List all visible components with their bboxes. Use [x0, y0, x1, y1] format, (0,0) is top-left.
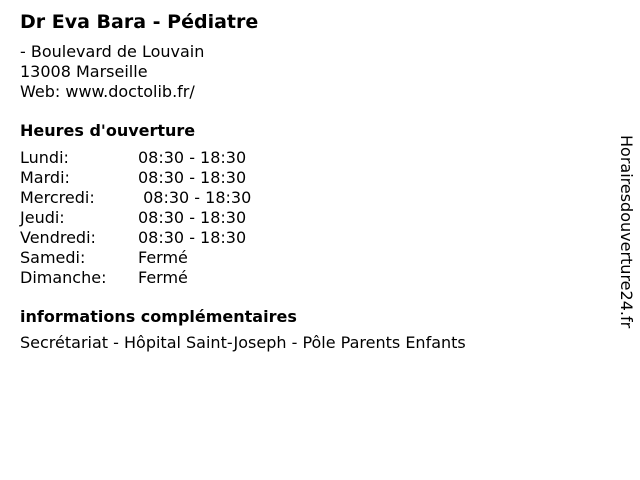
- page-title: Dr Eva Bara - Pédiatre: [20, 11, 259, 33]
- address-street: - Boulevard de Louvain: [20, 42, 205, 61]
- hours-time: Fermé: [138, 248, 188, 267]
- hours-row-mercredi: [20, 188, 590, 208]
- address-block: [20, 42, 590, 102]
- hours-day: Jeudi:: [20, 208, 65, 227]
- hours-day: Vendredi:: [20, 228, 96, 247]
- hours-time: Fermé: [138, 268, 188, 287]
- hours-row-dimanche: [20, 268, 590, 288]
- listing-content: [20, 8, 590, 353]
- hours-row-samedi: [20, 248, 590, 268]
- hours-time: 08:30 - 18:30: [138, 208, 247, 227]
- hours-time: 08:30 - 18:30: [138, 168, 247, 187]
- hours-row-vendredi: [20, 228, 590, 248]
- hours-time: 08:30 - 18:30: [138, 228, 247, 247]
- hours-row-jeudi: [20, 208, 590, 228]
- address-city: 13008 Marseille: [20, 62, 148, 81]
- hours-time: 08:30 - 18:30: [138, 188, 252, 207]
- hours-table: [20, 148, 590, 288]
- site-watermark: Horairesdouverture24.fr: [617, 135, 636, 329]
- hours-day: Samedi:: [20, 248, 86, 267]
- hours-day: Mercredi:: [20, 188, 95, 207]
- hours-row-lundi: [20, 148, 590, 168]
- hours-day: Lundi:: [20, 148, 69, 167]
- address-web: Web: www.doctolib.fr/: [20, 82, 195, 101]
- hours-day: Dimanche:: [20, 268, 107, 287]
- info-heading: informations complémentaires: [20, 307, 297, 326]
- hours-time: 08:30 - 18:30: [138, 148, 247, 167]
- hours-heading: Heures d'ouverture: [20, 121, 196, 140]
- hours-row-mardi: [20, 168, 590, 188]
- hours-day: Mardi:: [20, 168, 70, 187]
- info-text: Secrétariat - Hôpital Saint-Joseph - Pôle Parents Enfants: [20, 333, 466, 352]
